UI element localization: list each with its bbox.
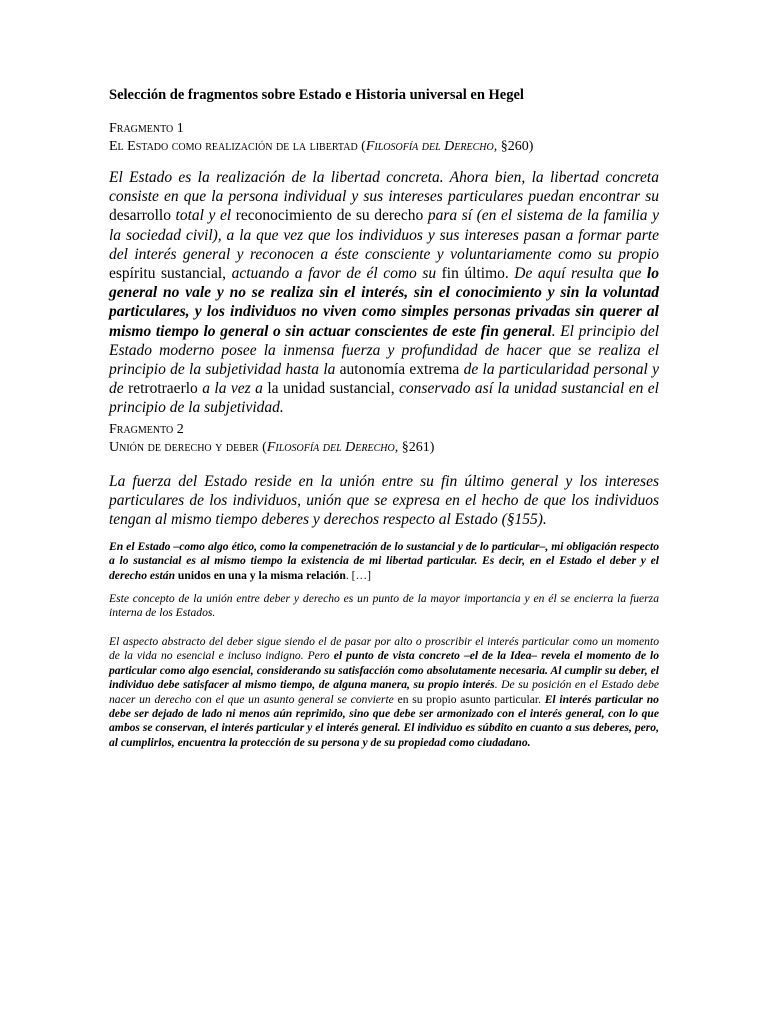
text-run: actuando a favor de él como su [231,265,442,283]
text-run: desarrollo [109,207,176,225]
text-run: conservado así la unidad sustancial en el principio de la subjetividad. [109,380,659,417]
text-run: El interés particular no debe ser dejado de lado ni menos aún reprimido, sino que debe ser armonizado con el interés general, con lo que ambos se conservan, el interés particular y el interés general. El individuo es súbdito en cuanto a sus deberes, pero, al cumplirlos, encuentra la protección de su persona y de su propiedad como ciudadano. [109,692,659,749]
fragment-2-section: , §261) [394,440,435,455]
text-run: De aquí resulta que [514,265,647,283]
fragment-1-heading [109,138,661,156]
text-run: para sí (en el sistema de la familia y la sociedad civil), a la que vez que los individuos y sus intereses pasan a formar parte del interés general y reconocen a éste consciente y voluntariamente como su propio [109,207,659,263]
fragment-2-heading [109,439,661,457]
fragment-1-source: Filosofía del Derecho [365,139,494,154]
text-run: En el Estado –como algo ético, como la compenetración de lo sustancial y de lo particular–, mi obligación respecto a lo sustancial es al mismo tiempo la existencia de mi libertad particular. Es decir, en el Estado el deber y el derecho están [109,540,659,582]
text-run: autonomía extrema [339,361,464,379]
fragment-2-paragraph-2 [109,592,659,621]
fragment-1-label: Fragmento 1 [109,121,184,136]
text-run: . […] [345,568,371,582]
text-run: retrotraerlo [128,380,203,398]
text-run: unidos en una y la misma relación [177,568,346,582]
text-run: el punto de vista concreto –el de la Idea– revela el momento de lo particular como algo esencial, considerando su satisfacción como absolutamente necesaria. Al cumplir su deber, el individuo debe satisfacer al mismo tiempo, de alguna manera, su propio interés [109,649,659,692]
text-run: Este concepto de la unión entre deber y derecho es un punto de la mayor importancia y en él se encierra la fuerza interna de los Estados. [109,592,659,620]
text-run: total y el [175,207,236,225]
text-run: . El principio del Estado moderno posee la inmensa fuerza y profundidad de hacer que se realiza el principio de la subjetividad hasta la [109,322,660,379]
text-run: espíritu sustancial, [109,265,232,283]
fragment-2-intro [109,472,659,530]
fragment-2-label: Fragmento 2 [109,422,184,437]
fragment-1-heading-text: El Estado como realización de la libertad ( [109,139,366,154]
text-run: fin último. [441,265,515,283]
fragment-1-body [109,168,659,418]
text-run: la unidad sustancial, [267,380,400,398]
text-run: a la vez a [202,380,268,398]
fragment-2-paragraph-1 [109,540,659,583]
document-title: Selección de fragmentos sobre Estado e Historia universal en Hegel [109,87,524,103]
fragment-2-paragraph-3 [109,635,659,750]
text-run: El aspecto abstracto del deber sigue siendo el de pasar por alto o proscribir el interés particular como un momento de la vida no esencial e incluso indigno. Pero [109,635,659,663]
fragment-2-header [109,421,661,457]
text-run: La fuerza del Estado reside en la unión entre su fin último general y los intereses particulares de los individuos, unión que se expresa en el hecho de que los individuos tengan al mismo tiempo deberes y derechos respecto al Estado (§155). [109,473,659,529]
text-run: lo general no vale y no se realiza sin el interés, sin el conocimiento y sin la voluntad particulares, y los individuos no viven como simples personas privadas sin querer al mismo tiempo lo general o sin actuar conscientes de este fin general [109,265,659,340]
text-run: reconocimiento de su derecho [235,207,428,225]
text-run: en su propio asunto particular. [397,692,545,706]
fragment-2-heading-text: Unión de derecho y deber ( [109,440,267,455]
text-run: El Estado es la realización de la libertad concreta. Ahora bien, la libertad concreta consiste en que la persona individual y sus intereses particulares puedan encontrar su [109,169,659,206]
fragment-1-section: , §260) [493,139,534,154]
text-run: . De su posición en el Estado debe nacer un derecho con el que un asunto general se convierte [109,678,660,706]
fragment-2-source: Filosofía del Derecho [266,440,395,455]
fragment-1-header [109,120,661,156]
text-run: de la particularidad personal y de [109,361,659,398]
